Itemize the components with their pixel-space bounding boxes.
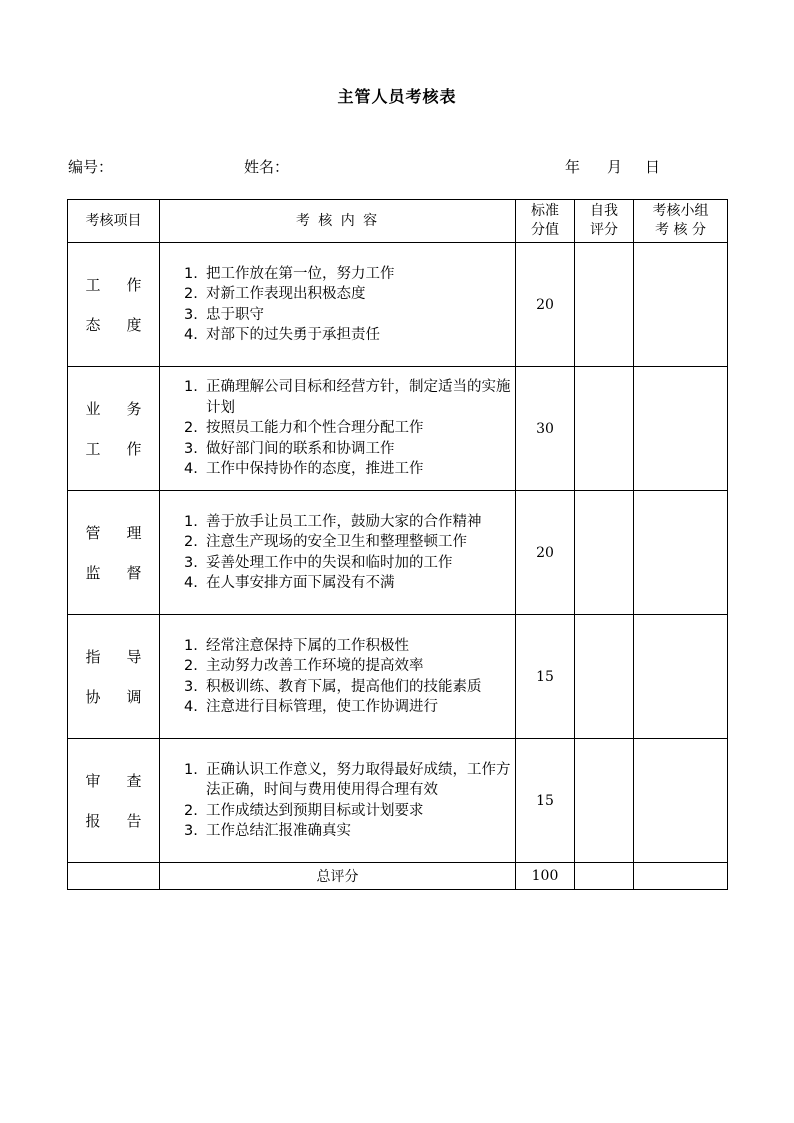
group-score-field[interactable]	[634, 491, 728, 615]
number-label: 编号：	[68, 158, 114, 176]
self-score-field[interactable]	[575, 615, 634, 739]
content-cell: 1. 经常注意保持下属的工作积极性 2. 主动努力改善工作环境的提高效率 3. 积极训练、教育下属，提高他们的技能素质 4. 注意进行目标管理，使工作协调进行	[160, 615, 516, 739]
group-score-field[interactable]	[634, 739, 728, 863]
self-score-field[interactable]	[575, 367, 634, 491]
standard-score: 20	[516, 243, 575, 367]
group-score-field[interactable]	[634, 367, 728, 491]
self-score-field[interactable]	[575, 491, 634, 615]
table-row	[68, 491, 728, 615]
total-self-score-field[interactable]	[575, 863, 634, 890]
table-row	[68, 739, 728, 863]
standard-score: 20	[516, 491, 575, 615]
standard-score: 30	[516, 367, 575, 491]
table-row	[68, 615, 728, 739]
group-score-field[interactable]	[634, 243, 728, 367]
assessment-table	[67, 199, 728, 890]
header-standard-score: 标准 分值	[516, 200, 575, 243]
page-title: 主管人员考核表	[337, 87, 457, 106]
category-cell: 业 务 工 作	[68, 367, 160, 491]
total-standard-score: 100	[516, 863, 575, 890]
total-label: 总评分	[160, 863, 516, 890]
category-cell: 指 导 协 调	[68, 615, 160, 739]
table-row	[68, 243, 728, 367]
day-label: 日	[645, 158, 661, 176]
header-item: 考核项目	[68, 200, 160, 243]
self-score-field[interactable]	[575, 243, 634, 367]
standard-score: 15	[516, 739, 575, 863]
total-group-score-field[interactable]	[634, 863, 728, 890]
total-row	[68, 863, 728, 890]
content-cell: 1. 正确认识工作意义，努力取得最好成绩，工作方法正确，时间与费用使用得合理有效 2. 工作成绩达到预期目标或计划要求 3. 工作总结汇报准确真实	[160, 739, 516, 863]
category-cell: 工 作 态 度	[68, 243, 160, 367]
group-score-field[interactable]	[634, 615, 728, 739]
self-score-field[interactable]	[575, 739, 634, 863]
table-row	[68, 367, 728, 491]
content-cell: 1. 善于放手让员工工作，鼓励大家的合作精神 2. 注意生产现场的安全卫生和整理整顿工作 3. 妥善处理工作中的失误和临时加的工作 4. 在人事安排方面下属没有不满	[160, 491, 516, 615]
month-label: 月	[607, 158, 623, 176]
content-cell: 1. 把工作放在第一位，努力工作 2. 对新工作表现出积极态度 3. 忠于职守 4. 对部下的过失勇于承担责任	[160, 243, 516, 367]
standard-score: 15	[516, 615, 575, 739]
content-cell: 1. 正确理解公司目标和经营方针，制定适当的实施计划 2. 按照员工能力和个性合理分配工作 3. 做好部门间的联系和协调工作 4. 工作中保持协作的态度，推进工作	[160, 367, 516, 491]
category-cell: 管 理 监 督	[68, 491, 160, 615]
name-label: 姓名：	[244, 158, 290, 176]
category-cell: 审 查 报 告	[68, 739, 160, 863]
total-empty-cell	[68, 863, 160, 890]
header-group-score: 考核小组 考 核 分	[634, 200, 728, 243]
header-self-score: 自我 评分	[575, 200, 634, 243]
year-label: 年	[565, 158, 581, 176]
header-content: 考 核 内 容	[160, 200, 516, 243]
